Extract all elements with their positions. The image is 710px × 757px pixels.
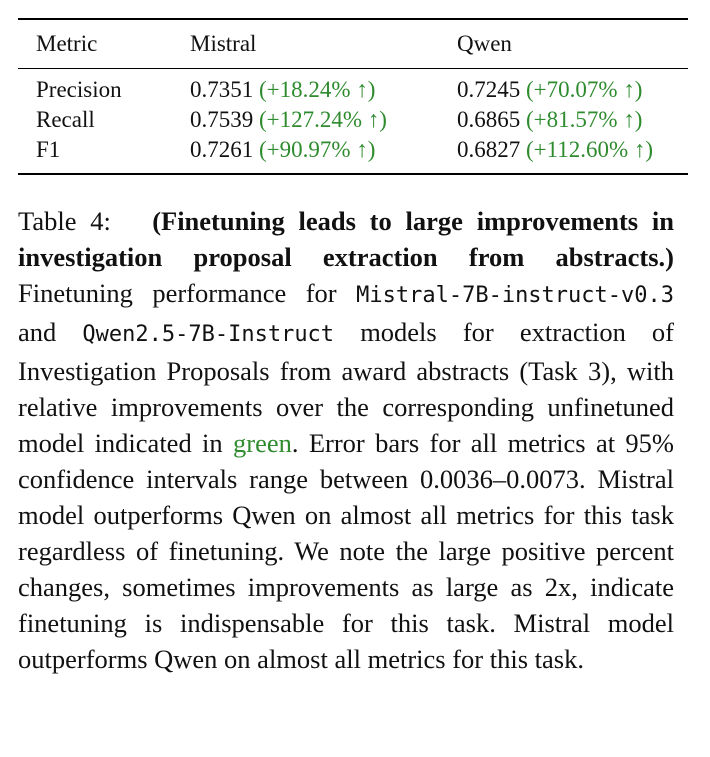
mistral-value: 0.7261 — [190, 137, 254, 162]
table-header-row — [18, 19, 688, 69]
mistral-value: 0.7351 — [190, 77, 254, 102]
table-row-recall — [18, 105, 688, 135]
results-table — [18, 18, 688, 175]
caption-text-2: and — [18, 317, 57, 347]
qwen-value: 0.6865 — [457, 107, 521, 132]
qwen-value: 0.7245 — [457, 77, 521, 102]
mistral-change: (+18.24% ↑) — [259, 77, 376, 102]
qwen-change: (+81.57% ↑) — [526, 107, 643, 132]
qwen-change: (+70.07% ↑) — [526, 77, 643, 102]
qwen-change: (+112.60% ↑) — [526, 137, 654, 162]
caption-bold-title: (Finetuning leads to large improvements in investigation proposal extraction from abstracts.) — [18, 206, 674, 272]
mistral-change: (+127.24% ↑) — [259, 107, 387, 132]
metric-label: Recall — [36, 107, 95, 132]
caption-model-mistral: Mistral-7B-instruct-v0.3 — [356, 283, 675, 308]
header-metric: Metric — [36, 31, 98, 56]
table-row-precision — [18, 69, 688, 106]
mistral-change: (+90.97% ↑) — [259, 137, 376, 162]
header-mistral: Mistral — [190, 31, 257, 56]
caption-text-1: Finetuning performance for — [18, 278, 337, 308]
caption-green-word: green — [233, 428, 292, 458]
mistral-cell — [190, 105, 457, 135]
caption-model-qwen: Qwen2.5-7B-Instruct — [82, 322, 335, 347]
qwen-cell — [457, 135, 688, 174]
metric-label: F1 — [36, 137, 61, 162]
qwen-cell — [457, 69, 688, 106]
qwen-value: 0.6827 — [457, 137, 521, 162]
mistral-cell — [190, 135, 457, 174]
qwen-cell — [457, 105, 688, 135]
caption-label: Table 4: — [18, 206, 111, 236]
caption-text-4: . Error bars for all metrics at 95% confidence intervals range between 0.0036–0.0073. Mistral model outperforms Qwen on almost all metrics for this task regardless of finetuning. We note the large positive percent changes, sometimes improvements as large as 2x, indicate finetuning is indispensable for this task. Mistral model outperforms Qwen on almost all metrics for this task. — [18, 428, 674, 674]
header-qwen: Qwen — [457, 31, 512, 56]
mistral-cell — [190, 69, 457, 106]
results-table-container — [18, 18, 688, 175]
mistral-value: 0.7539 — [190, 107, 254, 132]
table-caption — [18, 203, 674, 677]
metric-label: Precision — [36, 77, 122, 102]
caption-text-3: models for extraction of Investigation Proposals from award abstracts (Task 3), with relative improvements over the corresponding unfinetuned model indicated in — [18, 317, 675, 458]
table-row-f1 — [18, 135, 688, 174]
